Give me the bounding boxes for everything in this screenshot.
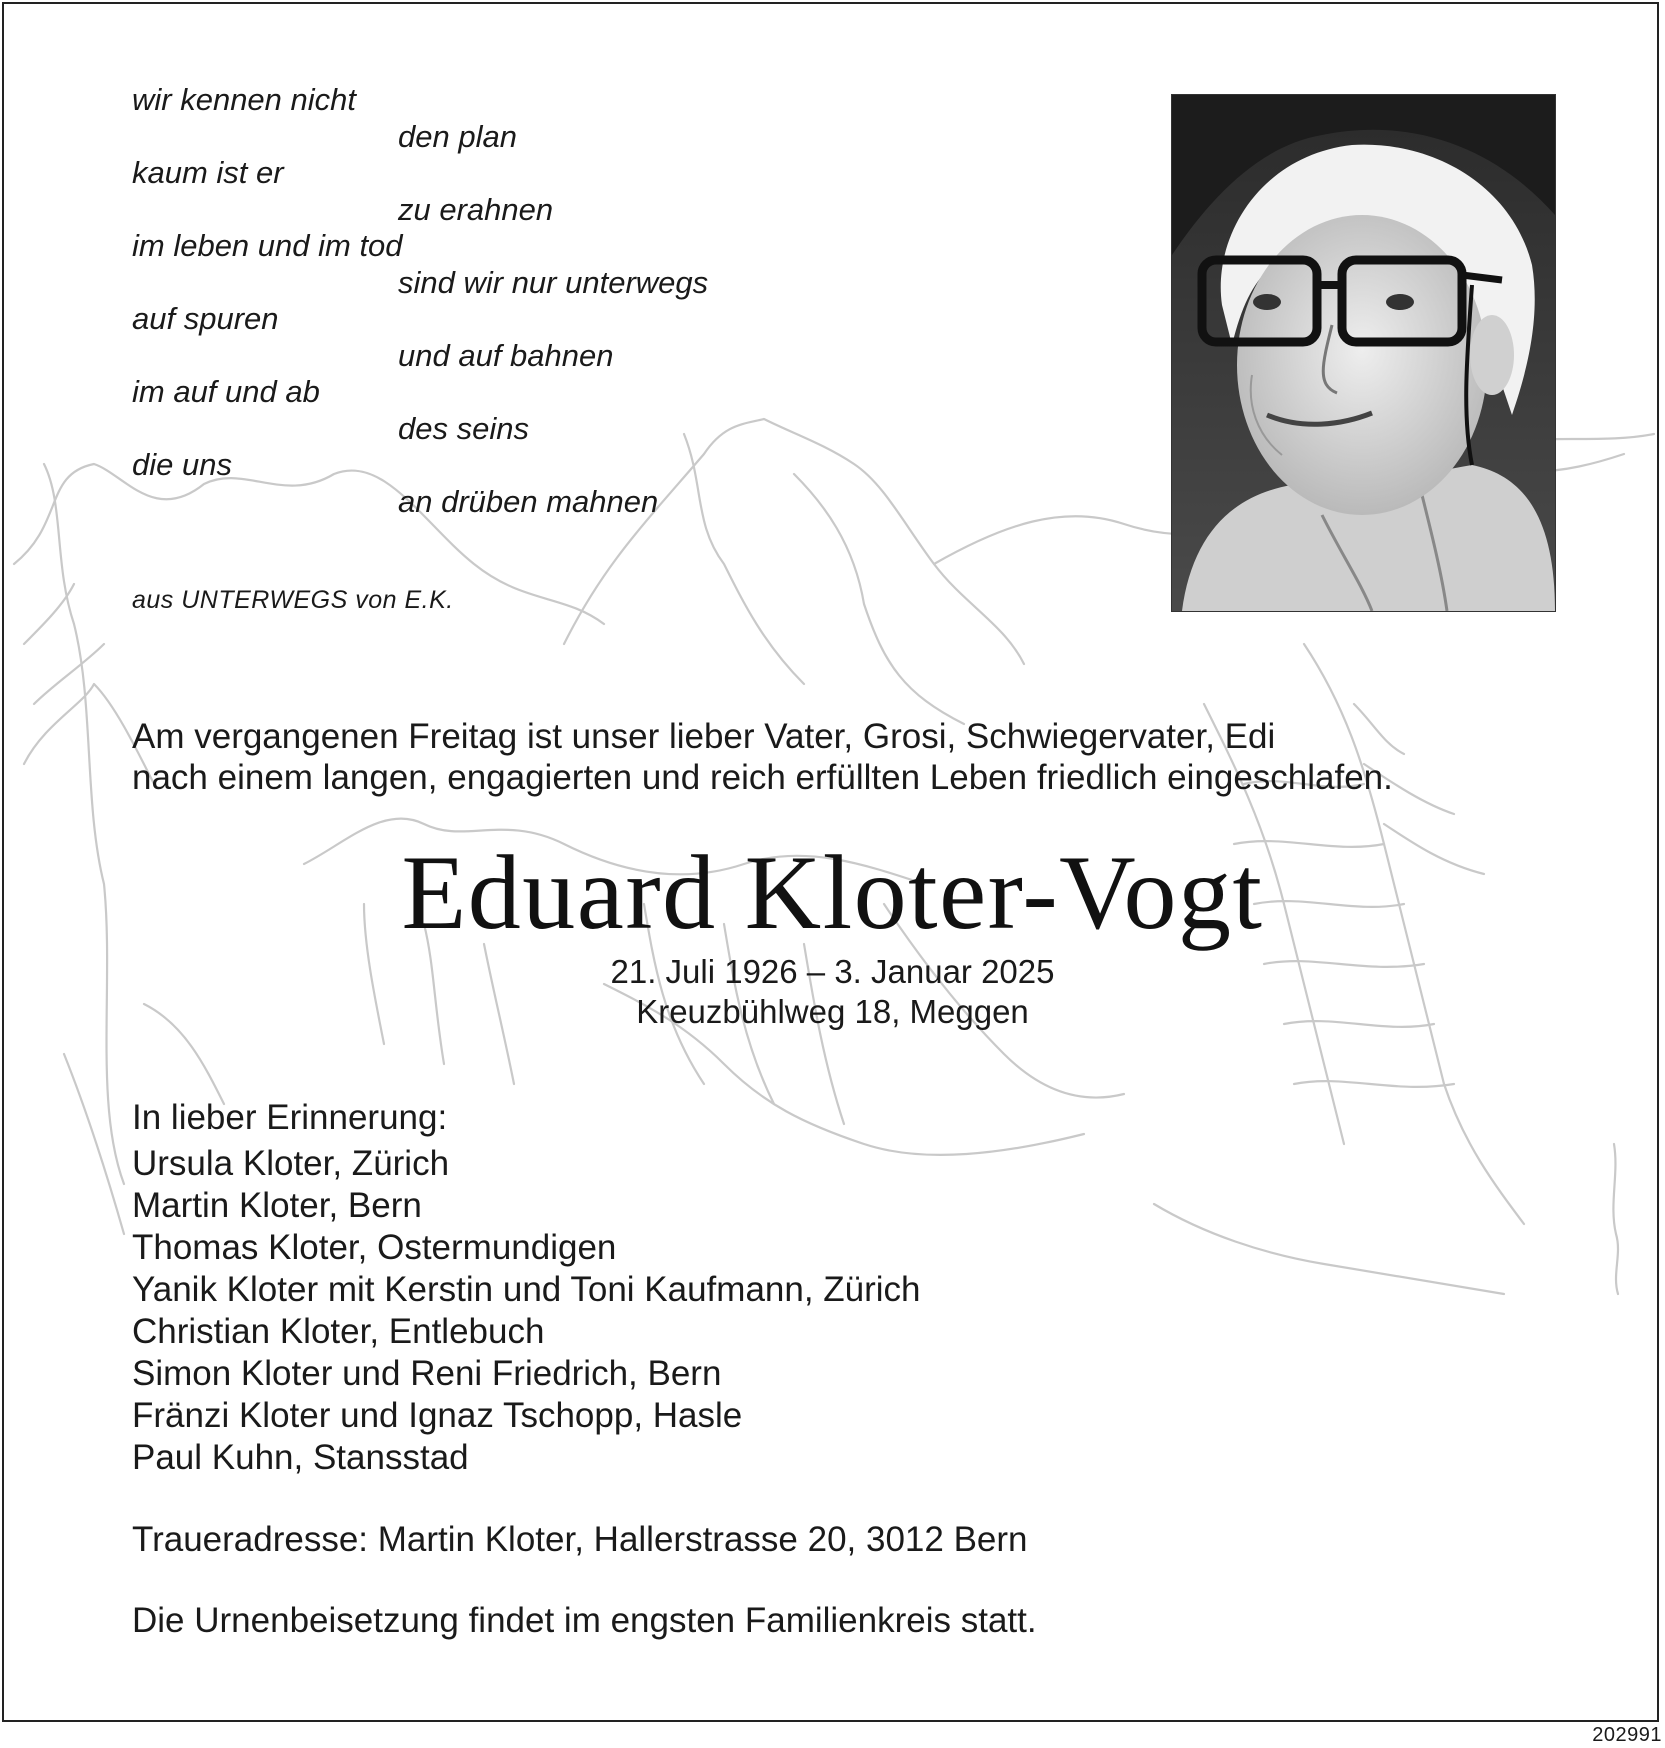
poem-line: des seins [398,410,529,446]
poem-line: den plan [398,118,517,154]
poem-line: auf spuren [132,301,279,336]
family-member: Christian Kloter, Entlebuch [132,1312,545,1351]
poem-source: aus UNTERWEGS von E.K. [132,586,454,614]
intro-line: Am vergangenen Freitag ist unser lieber Vater, Grosi, Schwiegervater, Edi [132,717,1276,756]
burial-note: Die Urnenbeisetzung findet im engsten Familienkreis statt. [132,1601,1037,1640]
ad-code: 202991 [1592,1724,1662,1746]
obituary-frame [2,2,1659,1722]
mourning-address: Traueradresse: Martin Kloter, Hallerstrasse 20, 3012 Bern [132,1520,1028,1559]
poem-line: kaum ist er [132,155,284,190]
deceased-address: Kreuzbühlweg 18, Meggen [636,993,1029,1030]
intro-text [132,716,1393,798]
family-member: Ursula Kloter, Zürich [132,1144,450,1183]
life-dates: 21. Juli 1926 – 3. Januar 2025 [610,953,1055,990]
poem [132,82,708,520]
poem-line: und auf bahnen [398,337,614,373]
deceased-name: Eduard Kloter-Vogt [401,834,1264,951]
poem-line: im auf und ab [132,374,320,409]
poem-line: an drüben mahnen [398,483,659,519]
intro-line: nach einem langen, engagierten und reich erfüllten Leben friedlich eingeschlafen. [132,758,1393,797]
family-member: Martin Kloter, Bern [132,1186,422,1225]
portrait-photo [1171,94,1556,612]
poem-line: sind wir nur unterwegs [398,264,709,300]
poem-line: zu erahnen [398,191,554,227]
family-member: Yanik Kloter mit Kerstin und Toni Kaufmann, Zürich [132,1270,921,1309]
poem-line: im leben und im tod [132,228,403,263]
family-member: Paul Kuhn, Stansstad [132,1438,469,1477]
poem-line: wir kennen nicht [132,82,357,117]
deceased-details [4,952,1659,1032]
portrait-image [1172,95,1555,611]
family-member: Thomas Kloter, Ostermundigen [132,1228,617,1267]
poem-line: die uns [132,447,232,482]
family-heading: In lieber Erinnerung: [132,1098,448,1137]
family-member: Fränzi Kloter und Ignaz Tschopp, Hasle [132,1396,743,1435]
family-member: Simon Kloter und Reni Friedrich, Bern [132,1354,722,1393]
family-list [132,1097,921,1479]
